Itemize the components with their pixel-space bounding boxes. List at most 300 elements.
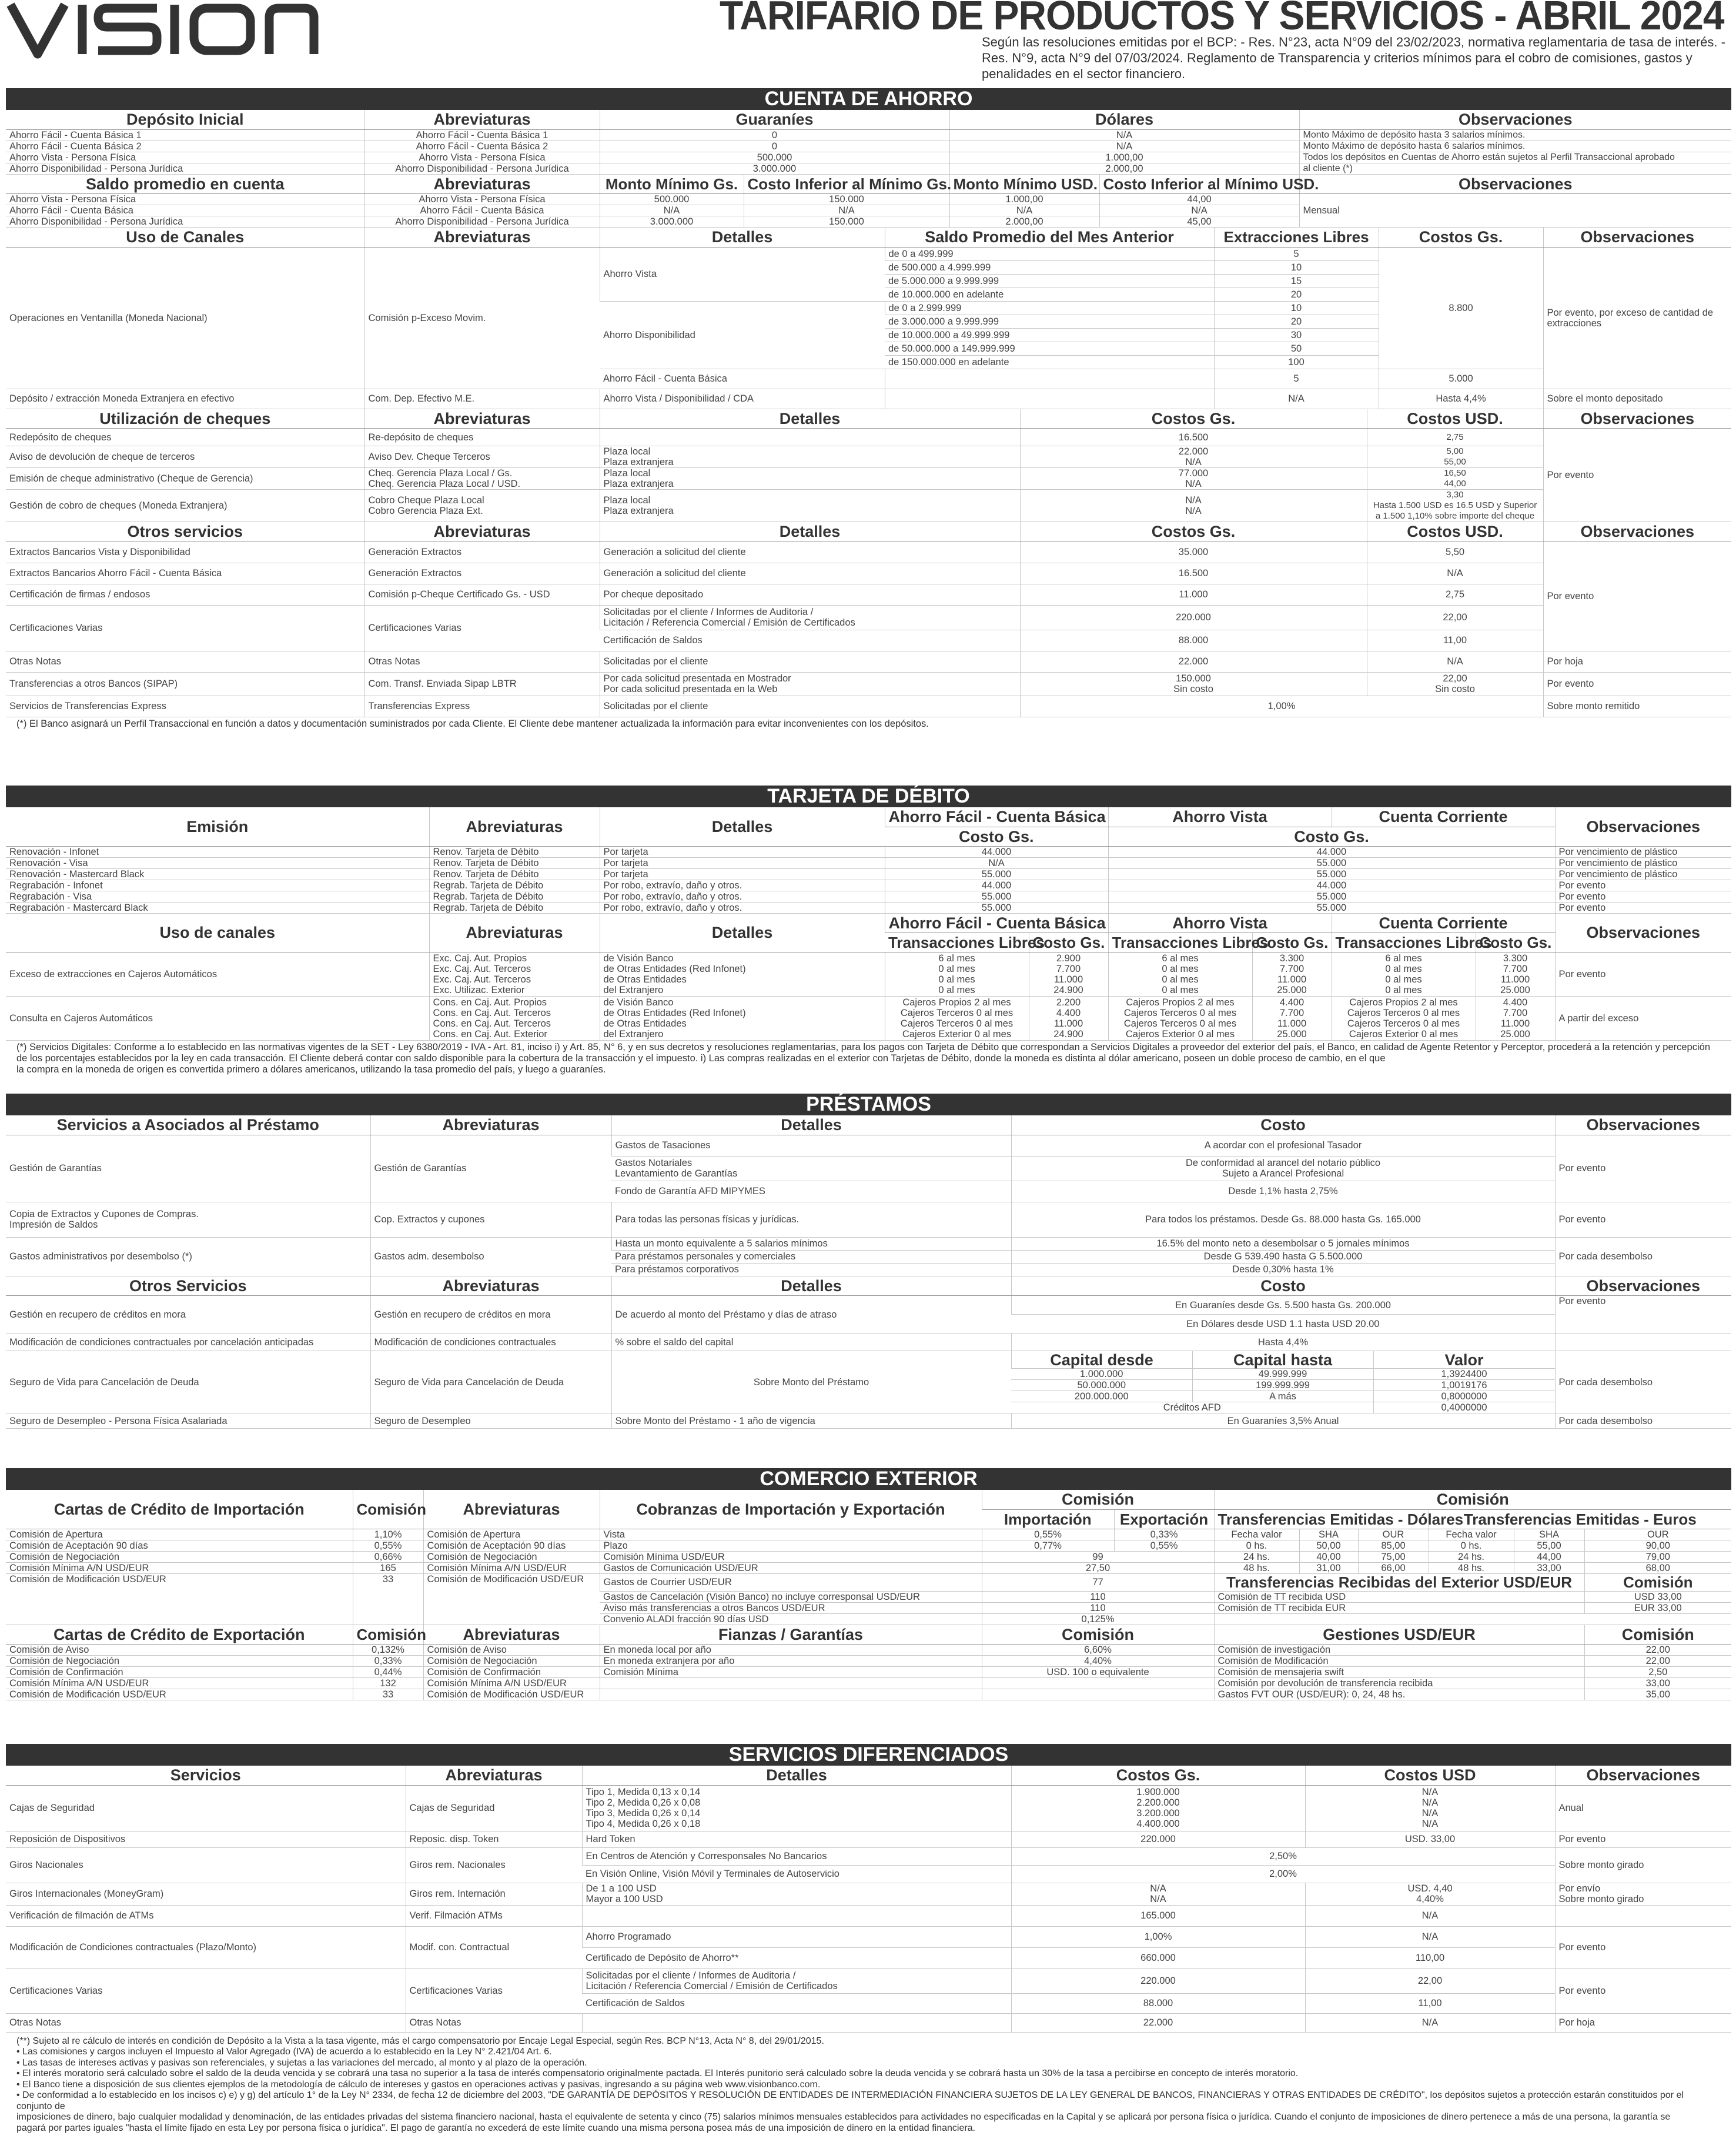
table-cell: 44.000 (1108, 846, 1555, 857)
col-header: Observaciones (1555, 1115, 1731, 1135)
table-cell: Por evento (1555, 952, 1731, 997)
col-header: Depósito Inicial (6, 110, 364, 129)
table-cell: 1,3924400 (1373, 1369, 1555, 1380)
table-cell: Comisión de Apertura (423, 1529, 600, 1540)
table-cell: Renovación - Visa (6, 857, 429, 868)
page-header (0, 0, 1736, 82)
table-cell: Extractos Bancarios Ahorro Fácil - Cuenta Básica (6, 563, 364, 584)
col-header: Utilización de cheques (6, 409, 364, 429)
table-cell: Hasta 4,4% (1011, 1333, 1555, 1351)
table-cell: De acuerdo al monto del Préstamo y días de atraso (611, 1296, 1011, 1333)
otros-servicios-prestamo-rows (6, 1296, 1731, 1429)
table-cell: 44.000 (1108, 880, 1555, 891)
table-cell: Fecha valor (1429, 1529, 1514, 1540)
table-cell: 0,132% (353, 1645, 423, 1656)
table-cell: Por robo, extravío, daño y otros. (600, 880, 885, 891)
table-row (6, 1678, 1731, 1689)
table-cell: Por vencimiento de plástico (1555, 846, 1731, 857)
col-header: Abreviaturas (370, 1276, 611, 1296)
table-cell: Verif. Filmación ATMs (406, 1905, 582, 1926)
col-header: Costo (1011, 1115, 1555, 1135)
table-cell: 55.000 (1108, 857, 1555, 868)
table-cell: Sobre Monto del Préstamo - 1 año de vigencia (611, 1413, 1011, 1429)
col-header: Fianzas / Garantías (600, 1625, 982, 1645)
table-row (6, 1551, 1731, 1562)
table-cell: USD. 33,00 (1305, 1831, 1555, 1847)
table-cell: 1.000,00 (949, 194, 1099, 205)
table-cell: de 3.000.000 a 9.999.999 (885, 315, 1214, 328)
table-cell: 2.200 4.400 11.000 24.900 (1029, 997, 1108, 1041)
table-cell: 2.000,00 (949, 163, 1299, 174)
table-row (6, 1689, 1731, 1700)
col-header: Comisión (353, 1625, 423, 1645)
col-header: Abreviaturas (364, 228, 600, 247)
col-subheader: Transferencias Emitidas - Dólares (1214, 1509, 1429, 1529)
col-header: Gestiones USD/EUR (1214, 1625, 1584, 1645)
table-cell: Fecha valor (1214, 1529, 1299, 1540)
table-cell: Por cada desembolso (1555, 1413, 1731, 1429)
table-cell: Aviso de devolución de cheque de terceros (6, 446, 364, 468)
col-header: Abreviaturas (364, 522, 600, 542)
table-cell: Comisión Mínima USD/EUR (600, 1551, 982, 1562)
table-cell: Comisión de Modificación USD/EUR (6, 1689, 353, 1700)
table-cell (885, 369, 1214, 389)
table-cell (582, 2013, 1011, 2032)
table-cell: 22,00 (1584, 1656, 1731, 1667)
table-cell: 16.500 (1020, 429, 1367, 446)
table-row (6, 672, 1731, 696)
table-cell: Por evento, por exceso de cantidad de extracciones (1543, 247, 1731, 389)
table-cell: Por evento (1555, 1831, 1731, 1847)
table-cell: Gestión en recupero de créditos en mora (370, 1296, 611, 1333)
table-cell: Gestión de Garantías (370, 1135, 611, 1202)
table-cell: Comisión p-Cheque Certificado Gs. - USD (364, 584, 600, 605)
table-row (6, 696, 1731, 717)
table-cell: Reposic. disp. Token (406, 1831, 582, 1847)
table-cell: 15 (1214, 274, 1379, 288)
table-cell: 10 (1214, 260, 1379, 274)
col-subheader: Costo Gs. (1252, 933, 1332, 952)
table-cell: 35,00 (1584, 1689, 1731, 1700)
col-header: Costos USD (1305, 1766, 1555, 1785)
table-cell: A partir del exceso (1555, 997, 1731, 1041)
table-cell: EUR 33,00 (1584, 1602, 1731, 1613)
table-cell: Por tarjeta (600, 846, 885, 857)
footnote: (*) El Banco asignará un Perfil Transaccional en función a datos y documentación suministrados por cada Cliente. El Cliente debe mantener actualizada la información para evitar inconvenientes con los depósitos. (16, 718, 929, 729)
table-cell: 40,00 (1299, 1551, 1358, 1562)
table-cell: Ahorro Vista - Persona Física (6, 152, 364, 163)
table-cell: Seguro de Desempleo - Persona Física Asalariada (6, 1413, 370, 1429)
table-row (6, 880, 1731, 891)
table-cell: Renov. Tarjeta de Débito (429, 868, 600, 880)
table-cell: Comisión de Negociación (423, 1656, 600, 1667)
table-cell: 0,55% (1114, 1540, 1214, 1551)
table-cell: Modificación de Condiciones contractuales (Plazo/Monto) (6, 1926, 406, 1968)
table-cell: Créditos AFD (1011, 1402, 1373, 1413)
table-cell: En moneda extranjera por año (600, 1656, 982, 1667)
table-cell: 22.000 (1020, 651, 1367, 672)
table-cell: 30 (1214, 328, 1379, 342)
table-cell: 11,00 (1305, 1993, 1555, 2013)
table-cell: 0 hs. (1214, 1540, 1299, 1551)
table-cell: Tipo 1, Medida 0,13 x 0,14 Tipo 2, Medida 0,26 x 0,08 Tipo 3, Medida 0,26 x 0,14 Tipo 4, Medida 0,26 x 0,18 (582, 1785, 1011, 1831)
table-cell: 3,30 Hasta 1.500 USD es 16.5 USD y Superior a 1.500 1,10% sobre importe del cheque (1367, 490, 1543, 522)
table-row (6, 584, 1731, 605)
table-row (6, 1529, 1731, 1540)
table-cell: Comisión de Negociación (423, 1551, 600, 1562)
footnote: (*) Servicios Digitales: Conforme a lo establecido en las normativas vigentes de la SET - Ley 6380/2019 - IVA - Art. 81, inciso i) y Art. 85, N° 6, y en sus decretos y resoluciones reglamentarias, para los pagos con Tarjeta de Débito que correspondan a Servicios Digitales a proveedor del exterior del país, el Banco, en calidad de Agente Retentor y Perceptor, procederá a la retención y percepción de los porcentajes establecidos por la ley en cada transacción. El Cliente deberá contar con saldo disponible para la cobertura de la transacción y el impuesto. i) Las compras realizadas en el exterior con Tarjetas de Débito, donde la moneda es distinta al dólar americano, poseen un doble proceso de cambio, en el que la compra en la moneda de origen es convertida primero a dólares americanos, utilizando la tasa promedio del país, y luego a guaraníes. (16, 1042, 1710, 1075)
table-cell: Certificación de Saldos (600, 630, 1020, 651)
table-cell: Comisión de Confirmación (6, 1667, 353, 1678)
col-header: Observaciones (1299, 110, 1731, 129)
col-subheader: Transacciones Libres (1108, 933, 1252, 952)
table-cell: Depósito / extracción Moneda Extranjera en efectivo (6, 389, 364, 409)
table-cell: de 10.000.000 a 49.999.999 (885, 328, 1214, 342)
table-cell: 110 (982, 1591, 1214, 1602)
table-cell: Solicitadas por el cliente / Informes de Auditoria / Licitación / Referencia Comercial / Emisión de Certificados (582, 1968, 1011, 1993)
table-cell: Redepósito de cheques (6, 429, 364, 446)
table-cell: 22.000 (1011, 2013, 1305, 2032)
table-cell: 88.000 (1011, 1993, 1305, 2013)
table-cell: 1,00% (1020, 696, 1543, 717)
section-prestamos (6, 1094, 1731, 1429)
table-cell: 0,125% (982, 1613, 1214, 1625)
table-cell: Por robo, extravío, daño y otros. (600, 891, 885, 902)
table-cell: 500.000 (600, 152, 949, 163)
col-header: Comisión (1214, 1490, 1731, 1509)
table-cell: Comisión Mínima A/N USD/EUR (6, 1678, 353, 1689)
table-cell: A más (1192, 1391, 1373, 1402)
table-cell: 11.000 (1020, 584, 1367, 605)
table-cell: Copia de Extractos y Cupones de Compras. Impresión de Saldos (6, 1202, 370, 1237)
saldo-promedio-table (6, 175, 1731, 228)
table-row (6, 446, 1731, 468)
table-row (6, 247, 1731, 260)
table-cell: 0 hs. (1429, 1540, 1514, 1551)
table-cell: 1,10% (353, 1529, 423, 1540)
vision-logo (7, 0, 319, 59)
table-cell: 85,00 (1358, 1540, 1429, 1551)
table-cell: Comisión de investigación (1214, 1645, 1584, 1656)
table-cell: 55.000 (1108, 868, 1555, 880)
table-cell: 110 (982, 1602, 1214, 1613)
table-cell: 1.900.000 2.200.000 3.200.000 4.400.000 (1011, 1785, 1305, 1831)
table-cell: 10 (1214, 301, 1379, 315)
table-cell: 68,00 (1584, 1562, 1731, 1573)
table-cell: 44.000 (885, 846, 1108, 857)
col-header: Detalles (600, 228, 885, 247)
table-row (6, 1968, 1731, 1993)
table-row (6, 1785, 1731, 1831)
table-cell: Ahorro Vista - Persona Física (364, 194, 600, 205)
table-cell: Ahorro Vista - Persona Física (6, 194, 364, 205)
table-cell: 75,00 (1358, 1551, 1429, 1562)
emision-table (6, 807, 1731, 914)
table-cell: % sobre el saldo del capital (611, 1333, 1011, 1351)
table-cell: 5,00 55,00 (1367, 446, 1543, 468)
table-row (6, 651, 1731, 672)
table-cell: Solicitadas por el cliente (600, 696, 1020, 717)
table-cell: En Guaraníes desde Gs. 5.500 hasta Gs. 200.000 (1011, 1296, 1555, 1315)
table-cell: Cajas de Seguridad (6, 1785, 406, 1831)
table-cell: 22,00 Sin costo (1367, 672, 1543, 696)
table-cell: 0,66% (353, 1551, 423, 1562)
table-cell: Renov. Tarjeta de Débito (429, 846, 600, 857)
table-cell: En moneda local por año (600, 1645, 982, 1656)
emision-rows (6, 846, 1731, 913)
table-row (6, 1573, 1731, 1591)
col-header: Observaciones (1555, 1766, 1731, 1785)
table-cell: Regrabación - Infonet (6, 880, 429, 891)
col-header: Costo (1011, 1276, 1555, 1296)
col-header: Cuenta Corriente (1332, 807, 1555, 827)
table-row (6, 1656, 1731, 1667)
table-cell: Servicios de Transferencias Express (6, 696, 364, 717)
table-cell: USD. 4,40 4,40% (1305, 1883, 1555, 1905)
table-cell: 0,4000000 (1373, 1402, 1555, 1413)
table-cell: 55,00 (1514, 1540, 1584, 1551)
table-cell: Renov. Tarjeta de Débito (429, 857, 600, 868)
table-cell: Gastos FVT OUR (USD/EUR): 0, 24, 48 hs. (1214, 1689, 1584, 1700)
col-header: Abreviaturas (364, 409, 600, 429)
table-cell: 1,00% (1011, 1926, 1305, 1947)
table-row (6, 1831, 1731, 1847)
table-row (6, 1926, 1731, 1947)
table-row (6, 389, 1731, 409)
table-cell: 24 hs. (1214, 1551, 1299, 1562)
table-cell: Ahorro Disponibilidad (600, 301, 885, 369)
col-header: Dólares (949, 110, 1299, 129)
table-cell: Cajeros Propios 2 al mes Cajeros Terceros 0 al mes Cajeros Terceros 0 al mes Cajeros Exterior 0 al mes (1332, 997, 1476, 1041)
section-title: COMERCIO EXTERIOR (6, 1468, 1731, 1490)
table-cell: Certificaciones Varias (6, 605, 364, 651)
col-subheader: Costo Gs. (885, 827, 1108, 846)
col-header: Saldo promedio en cuenta (6, 175, 364, 194)
table-cell: 20 (1214, 315, 1379, 328)
table-cell: 150.000 Sin costo (1020, 672, 1367, 696)
table-cell: de 150.000.000 en adelante (885, 355, 1214, 369)
table-cell: Ahorro Fácil - Cuenta Básica 2 (364, 141, 600, 152)
table-cell: Comisión de Confirmación (423, 1667, 600, 1678)
col-header: Detalles (611, 1115, 1011, 1135)
table-cell: N/A (1305, 2013, 1555, 2032)
importacion-table (6, 1490, 1731, 1625)
table-cell: De 1 a 100 USD Mayor a 100 USD (582, 1883, 1011, 1905)
col-header: Cartas de Crédito de Importación (6, 1490, 353, 1529)
table-cell: Certificaciones Varias (406, 1968, 582, 2013)
deposito-rows (6, 129, 1731, 174)
table-cell: Hasta un monto equivalente a 5 salarios mínimos (611, 1237, 1011, 1250)
table-cell: 44,00 (1514, 1551, 1584, 1562)
table-row (6, 194, 1731, 205)
table-cell: Comisión (1584, 1573, 1731, 1591)
table-cell: 6 al mes 0 al mes 0 al mes 0 al mes (1108, 952, 1252, 997)
table-cell: Comisión de Negociación (6, 1551, 353, 1562)
table-cell: Ahorro Disponibilidad - Persona Jurídica (6, 216, 364, 228)
table-cell: 0,44% (353, 1667, 423, 1678)
col-header: Abreviaturas (406, 1766, 582, 1785)
importacion-rows (6, 1529, 1731, 1625)
table-cell: 2,75 (1367, 584, 1543, 605)
table-cell: 55.000 (885, 902, 1108, 913)
table-row (6, 997, 1731, 1041)
table-cell: Gastos de Tasaciones (611, 1135, 1011, 1156)
table-row (6, 1847, 1731, 1865)
table-cell: 35.000 (1020, 542, 1367, 563)
table-cell: N/A (1367, 651, 1543, 672)
table-cell: 6 al mes 0 al mes 0 al mes 0 al mes (885, 952, 1029, 997)
table-cell: 4.400 7.700 11.000 25.000 (1252, 997, 1332, 1041)
table-cell: de 5.000.000 a 9.999.999 (885, 274, 1214, 288)
table-cell: Giros Nacionales (6, 1847, 406, 1883)
deposito-inicial-table (6, 110, 1731, 175)
table-cell: 50,00 (1299, 1540, 1358, 1551)
table-cell: Plaza local Plaza extranjera (600, 446, 1020, 468)
table-cell: Convenio ALADI fracción 90 días USD (600, 1613, 982, 1625)
table-cell: 77 (982, 1573, 1214, 1591)
section-title: TARJETA DE DÉBITO (6, 786, 1731, 807)
table-cell: 50.000.000 (1011, 1380, 1192, 1391)
col-header: Uso de Canales (6, 228, 364, 247)
table-cell: En Visión Online, Visión Móvil y Terminales de Autoservicio (582, 1865, 1011, 1883)
table-cell: de 0 a 499.999 (885, 247, 1214, 260)
table-cell: Ahorro Fácil - Cuenta Básica 1 (364, 129, 600, 141)
table-cell: Certificado de Depósito de Ahorro** (582, 1947, 1011, 1968)
table-cell: En Dólares desde USD 1.1 hasta USD 20.00 (1011, 1315, 1555, 1333)
col-header: Servicios (6, 1766, 406, 1785)
table-cell: Ahorro Disponibilidad - Persona Jurídica (6, 163, 364, 174)
table-cell: Operaciones en Ventanilla (Moneda Nacional) (6, 247, 364, 389)
col-subheader: Costo Gs. (1476, 933, 1555, 952)
table-cell: Regrab. Tarjeta de Débito (429, 891, 600, 902)
section-servicios-diferenciados (6, 1744, 1731, 2135)
table-cell: 8.800 (1379, 247, 1543, 369)
table-row (6, 1296, 1731, 1315)
table-cell: Solicitadas por el cliente / Informes de Auditoria / Licitación / Referencia Comercial / Emisión de Certificados (600, 605, 1020, 630)
col-header: Observaciones (1543, 522, 1731, 542)
table-cell: Generación a solicitud del cliente (600, 542, 1020, 563)
table-cell: 44.000 (885, 880, 1108, 891)
table-cell: Certificaciones Varias (6, 1968, 406, 2013)
table-cell: Giros Internacionales (MoneyGram) (6, 1883, 406, 1905)
table-cell: 100 (1214, 355, 1379, 369)
table-cell: Plazo (600, 1540, 982, 1551)
col-header: Abreviaturas (423, 1490, 600, 1529)
table-cell: 199.999.999 (1192, 1380, 1373, 1391)
table-cell: Comisión de Modificación (1214, 1656, 1584, 1667)
table-cell: Para préstamos corporativos (611, 1263, 1011, 1276)
table-cell: 5,50 (1367, 542, 1543, 563)
table-cell: Generación Extractos (364, 542, 600, 563)
table-cell: Sobre monto remitido (1543, 696, 1731, 717)
table-cell: Por evento (1555, 1968, 1731, 2013)
table-cell: N/A N/A N/A N/A (1305, 1785, 1555, 1831)
table-cell: Por evento (1555, 902, 1731, 913)
table-cell: al cliente (*) (1299, 163, 1731, 174)
table-row (6, 902, 1731, 913)
table-cell: 2,00% (1011, 1865, 1555, 1883)
servicios-prestamo-table (6, 1115, 1731, 1276)
table-cell: 0 (600, 141, 949, 152)
table-cell (982, 1678, 1214, 1689)
table-row (6, 563, 1731, 584)
table-cell: Gastos administrativos por desembolso (*) (6, 1237, 370, 1276)
table-cell: 90,00 (1584, 1540, 1731, 1551)
table-cell: Por evento (1543, 542, 1731, 651)
section-title: PRÉSTAMOS (6, 1094, 1731, 1115)
col-header: Cuenta Corriente (1332, 914, 1555, 933)
table-cell: N/A (1367, 563, 1543, 584)
table-cell: A acordar con el profesional Tasador (1011, 1135, 1555, 1156)
table-row (6, 1237, 1731, 1250)
table-cell: 22,00 (1305, 1968, 1555, 1993)
table-cell: Certificación de Saldos (582, 1993, 1011, 2013)
table-cell: Anual (1555, 1785, 1731, 1831)
table-cell: Re-depósito de cheques (364, 429, 600, 446)
table-cell: 16.500 (1020, 563, 1367, 584)
table-cell: Monto Máximo de depósito hasta 3 salarios mínimos. (1299, 129, 1731, 141)
table-cell: 3.000.000 (600, 163, 949, 174)
table-cell: Aviso más transferencias a otros Bancos USD/EUR (600, 1602, 982, 1613)
table-cell: 50 (1214, 342, 1379, 355)
table-cell: 16.5% del monto neto a desembolsar o 5 jornales mínimos (1011, 1237, 1555, 1250)
table-cell: 0,77% (982, 1540, 1114, 1551)
table-row (6, 1883, 1731, 1905)
cheques-rows (6, 429, 1731, 522)
table-cell: OUR (1358, 1529, 1429, 1540)
table-cell: En Centros de Atención y Corresponsales No Bancarios (582, 1847, 1011, 1865)
table-cell: 132 (353, 1678, 423, 1689)
table-cell: Por evento (1555, 1926, 1731, 1968)
table-cell: N/A (600, 205, 744, 216)
table-cell: Verificación de filmación de ATMs (6, 1905, 406, 1926)
page-subtitle: Según las resoluciones emitidas por el BCP: - Res. N°23, acta N°09 del 23/02/2023, normativa reglamentaria de tasa de interés. - Res. N°9, acta N°9 del 07/03/2024. Reglamento de Transparencia y criterios mínimos para el cobro de comisiones, gastos y penalidades en el sector financiero. (982, 35, 1725, 81)
uso-canales-debito-table (6, 914, 1731, 1041)
table-cell: 24 hs. (1429, 1551, 1514, 1562)
table-cell: 55.000 (1108, 891, 1555, 902)
table-cell: Por envío Sobre monto girado (1555, 1883, 1731, 1905)
page-title: TARIFARIO DE PRODUCTOS Y SERVICIOS - ABRIL 2024 (720, 0, 1724, 38)
table-cell: Cons. en Caj. Aut. Propios Cons. en Caj. Aut. Terceros Cons. en Caj. Aut. Terceros Cons. en Caj. Aut. Exterior (429, 997, 600, 1041)
table-cell: Comisión Mínima A/N USD/EUR (6, 1562, 353, 1573)
table-cell: de Visión Banco de Otras Entidades (Red Infonet) de Otras Entidades del Extranjero (600, 952, 885, 997)
table-cell: 4,40% (982, 1656, 1214, 1667)
table-row (6, 846, 1731, 857)
table-cell: Ahorro Fácil - Cuenta Básica (600, 369, 885, 389)
col-header: Costos USD. (1367, 409, 1543, 429)
table-cell: Seguro de Desempleo (370, 1413, 611, 1429)
table-cell: Com. Dep. Efectivo M.E. (364, 389, 600, 409)
table-cell: 22.000 N/A (1020, 446, 1367, 468)
table-cell: de 500.000 a 4.999.999 (885, 260, 1214, 274)
col-header: Abreviaturas (364, 175, 600, 194)
table-cell: Por hoja (1543, 651, 1731, 672)
servicios-diferenciados-rows (6, 1785, 1731, 2032)
table-cell: 55.000 (885, 891, 1108, 902)
table-row (6, 129, 1731, 141)
table-cell: 48 hs. (1214, 1562, 1299, 1573)
table-cell: 220.000 (1011, 1968, 1305, 1993)
table-cell: Extractos Bancarios Vista y Disponibilidad (6, 542, 364, 563)
table-cell: 150.000 (744, 194, 949, 205)
table-cell: Comisión de Modificación USD/EUR (423, 1573, 600, 1625)
table-cell: Ahorro Fácil - Cuenta Básica 1 (6, 129, 364, 141)
table-cell: Comisión Mínima A/N USD/EUR (423, 1562, 600, 1573)
table-cell: Valor (1373, 1351, 1555, 1369)
table-cell: 77.000 N/A (1020, 468, 1367, 490)
table-cell: Certificación de firmas / endosos (6, 584, 364, 605)
col-header: Abreviaturas (429, 807, 600, 846)
